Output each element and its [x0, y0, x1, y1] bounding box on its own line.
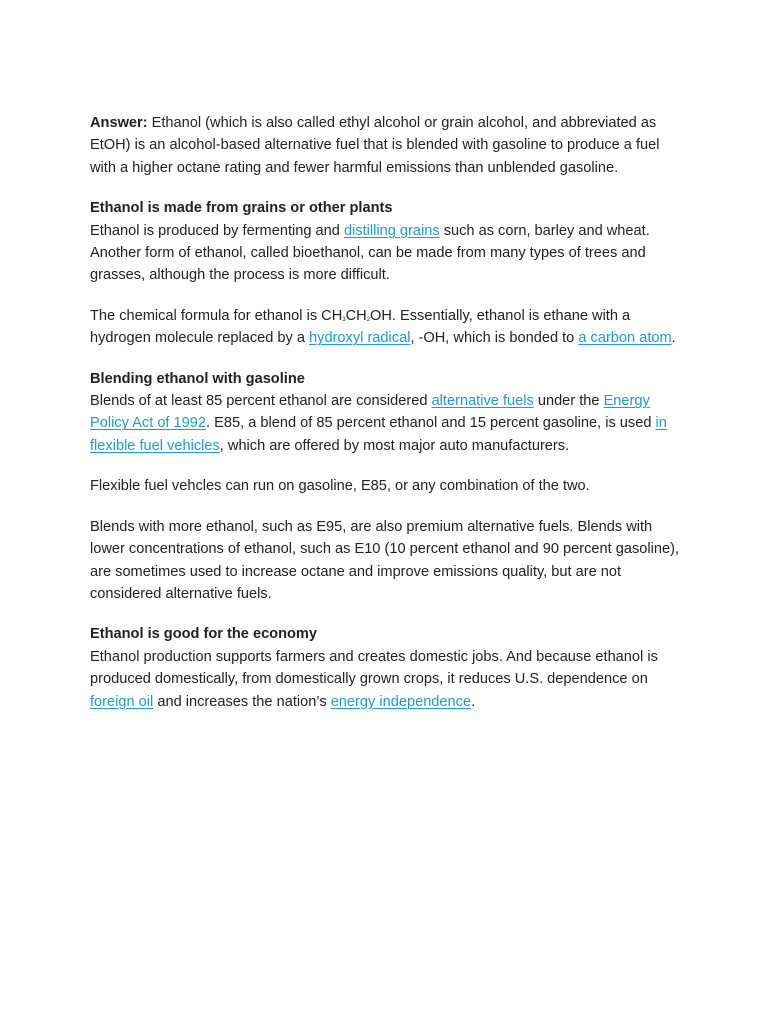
intro-paragraph [90, 112, 680, 179]
link-foreign-oil[interactable]: foreign oil [90, 693, 154, 710]
formula-text-e: . [671, 330, 676, 347]
blends-paragraph: Blends with more ethanol, such as E95, are also premium alternative fuels. Blends with lower concentrations of ethanol, such as E10 (10 percent ethanol and 90 percent gasoline), are sometimes used to increase octane and improve emissions quality, but are not considered alternative fuels. [90, 518, 679, 602]
link-hydroxyl-radical[interactable]: hydroxyl radical [309, 330, 411, 347]
document-body [90, 112, 680, 731]
section-grains-paragraph [90, 197, 680, 287]
section-heading-grains: Ethanol is made from grains or other plants [90, 200, 393, 217]
formula-text-c: OH. Essentially, ethanol is ethane with a hydrogen molecule replaced by a [90, 307, 631, 347]
section-heading-blending: Blending ethanol with gasoline [90, 370, 305, 387]
grains-text-a: Ethanol is produced by fermenting and [90, 222, 344, 239]
answer-label: Answer: [90, 115, 148, 131]
formula-text-d: , -OH, which is bonded to [410, 330, 579, 347]
link-distilling-grains[interactable]: distilling grains [343, 222, 440, 239]
blending-text-b: under the [533, 393, 604, 410]
link-alternative-fuels[interactable]: alternative fuels [431, 393, 534, 410]
blending-text-a: Blends of at least 85 percent ethanol are considered [90, 393, 432, 410]
blending-text-c: . E85, a blend of 85 percent ethanol and 15 percent gasoline, is used [206, 415, 656, 432]
grains-text-b: such as corn, barley and wheat. Another form of ethanol, called bioethanol, can be made from many types of trees and grasses, although the process is more difficult. [90, 222, 650, 284]
economy-text-c: . [471, 693, 476, 710]
economy-text-a: Ethanol production supports farmers and creates domestic jobs. And because ethanol is produced domestically, from domestically grown crops, it reduces U.S. dependence on [90, 648, 658, 688]
link-energy-independence[interactable]: energy independence [330, 693, 472, 710]
formula-text-b: CH [345, 307, 367, 324]
link-energy-policy-act[interactable]: Energy Policy Act of 1992 [90, 393, 650, 432]
section-heading-economy: Ethanol is good for the economy [90, 626, 318, 643]
chemical-formula-paragraph [90, 305, 680, 350]
blending-text-d: , which are offered by most major auto manufacturers. [219, 437, 570, 454]
section-economy-paragraph [90, 623, 680, 713]
flex-fuel-paragraph: Flexible fuel vehcles can run on gasoline, E85, or any combination of the two. [90, 478, 590, 495]
intro-text: Ethanol (which is also called ethyl alcohol or grain alcohol, and abbreviated as EtOH) is an alcohol-based alternative fuel that is blended with gasoline to produce a fuel with a higher octane rating and fewer harmful emissions than unblended gasoline. [90, 115, 660, 176]
formula-text-a: The chemical formula for ethanol is CH [90, 307, 343, 324]
link-carbon-atom[interactable]: a carbon atom [578, 330, 672, 347]
formula-subscript-2: 2 [366, 316, 371, 323]
formula-subscript-3: 3 [342, 316, 346, 323]
economy-text-b: and increases the nation’s [153, 693, 331, 710]
link-flexible-fuel-vehicles[interactable]: in flexible fuel vehicles [90, 415, 667, 454]
section-blending-paragraph [90, 368, 680, 458]
